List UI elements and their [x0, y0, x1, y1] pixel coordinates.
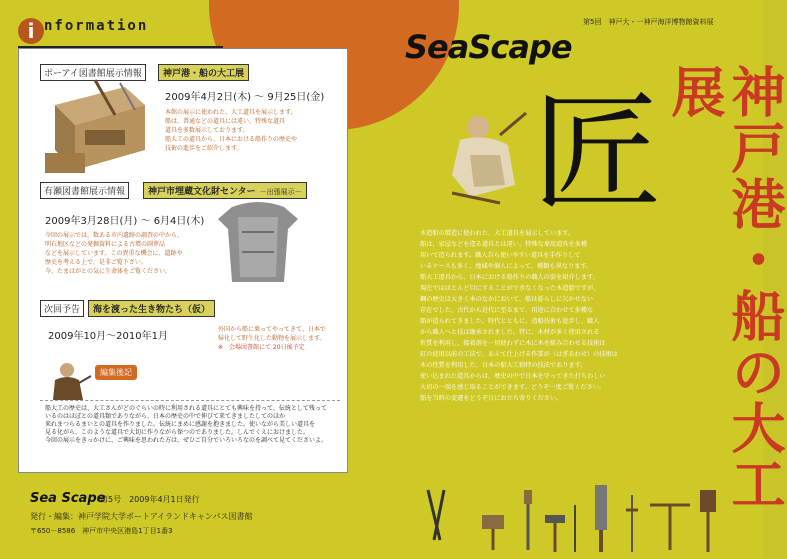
section3-subtitle: 海を渡った生き物たち（仮）: [88, 300, 215, 317]
article-line: いるケースも多く、地域や個人によって、種類も異なります。: [420, 263, 593, 270]
section3-tag: 次回予告: [40, 300, 84, 317]
footer-logo: Sea Scape: [30, 491, 106, 506]
editorial-line: 船大工の歴史は、大工さんがどのぐらいの時に利用される道具にとても興味を持って、伝統として残って: [45, 405, 327, 412]
editorial-line: 今回の展示をきっかけに、ご興味を思われた方は、ぜひご自分でいろいろなのを調べて見てくださいよ。: [45, 437, 328, 444]
section1-subtitle: 神戸港・船の大工展: [158, 64, 249, 81]
article-line: 鋼の歴史は大きく本のなかにおいて、船は暮らしに欠かせない: [420, 296, 594, 303]
editorial-sticker: 編集後記: [95, 365, 137, 380]
editorial-line: いるのはほぼとの道具類でありながら、日本の歴史の中で伸びて来てきましたしてのほか: [45, 413, 286, 420]
section2-date: 2009年3月28日(月) 〜 6月4日(木): [45, 216, 205, 227]
information-heading: nformation: [44, 18, 149, 34]
section1-line: 道具を多数展示しております。: [165, 127, 249, 134]
article-line: 使い込まれた道具からは、歴史の中で日本を守ってきた打ちわしい: [420, 373, 606, 380]
axe-icon: [700, 490, 716, 552]
section3-note: ※ 会場図書館にて 20日後予定: [218, 344, 305, 351]
seascape-logo: SeaScape: [405, 28, 572, 66]
section1-tag: ポーアイ図書館展示情報: [40, 64, 146, 81]
section1-date: 2009年4月2日(木) 〜 9月25日(金): [165, 92, 325, 103]
article-line: 性質を利用し、接着剤を一切使わずに木に木を組み合わせる技術は: [420, 340, 606, 347]
article-line: 船を当時の変遷をどうぞ日にお立ち寄りください。: [420, 395, 563, 402]
article-line: 木造船の製造に使われた、大工道具を展示しています。: [420, 230, 575, 237]
pincers-icon: [428, 490, 444, 540]
editorial-line: 見る化がら、このような道具で大切に作りながら保つのでありました。しんでくえにおけました。: [45, 429, 310, 436]
editorial-line: 来れまつらるまいとの道具を作りました。伝統にまめに感謝を抱きました。使いながら美しい道具を: [45, 421, 316, 428]
article-line: 現在ではほとんど目にすることができなくなった木造船ですが、: [420, 285, 600, 292]
vertical-title: 神戸港・船の大工展: [663, 64, 787, 512]
big-kanji: 匠: [532, 77, 663, 229]
info-icon: i: [18, 18, 44, 44]
article-line: 存在でした。古代から近代に至るまで、用途に合わせて多種な: [420, 307, 594, 314]
section2-subtitle-text: 神戸市埋蔵文化財センター: [148, 187, 256, 197]
craftsman-illustration-small: [45, 358, 93, 403]
section1-line: 船は、普通などの道具には違い、特殊な道具: [165, 118, 286, 125]
article-line: 船大工道具から、日本における船作りの職人の姿を紹介します。: [420, 274, 599, 281]
article-line: 船は、家屋などを造る道具とは違い、特殊な専用道具を多種: [420, 241, 588, 248]
section2-body: [45, 231, 210, 276]
footer-publisher: 発行・編集：神戸学院大学ポートアイランドキャンパス図書館: [30, 512, 253, 521]
article-line: 船が造られてきました。時代とともに、造船技術も進歩し、職人: [420, 318, 600, 325]
cleaver-icon: [595, 485, 607, 552]
footer-issue: 第5号 2009年4月1日発行: [100, 495, 200, 504]
issue-heading: 第5回 神戸大・一神戸海洋博物館資料展: [583, 18, 714, 26]
adze-icon: [545, 515, 565, 552]
section2-subtitle-note: －出張展示－: [259, 188, 302, 196]
section1-line: 船大工の道具から、日本における船作りの歴史や: [165, 136, 298, 143]
editorial-body: [45, 405, 345, 445]
section3-body: [218, 325, 343, 352]
heading-divider: [18, 46, 223, 48]
article-line: 木の性質を利用した、日本の船大工独特の技法であります。: [420, 362, 587, 369]
section3-line: 帰化して野生化した動物を展示します。: [218, 335, 326, 342]
main-article: [420, 228, 660, 404]
artifact-photo: [212, 197, 304, 292]
article-line: 用いて造られます。職人自ら使いやすい道具を手作りして: [420, 252, 581, 259]
footer-address: 〒650－8586 神戸市中央区港島1丁目1番3: [30, 527, 173, 535]
section1-line: 本館の展示に使われた、大工道具を展示します。: [165, 109, 297, 116]
craftsman-illustration: [430, 105, 535, 205]
section2-tag: 有瀬図書館展示情報: [40, 182, 129, 199]
article-line: 釘の使用以前の工法で、あえて仕上げる作業が（はぎあわせ）の技術は: [420, 351, 618, 358]
section3-date: 2009年10月〜2010年1月: [48, 331, 168, 342]
editorial-divider: [40, 400, 340, 402]
article-line: から職人へと技は継承されました。特に、木材が多く使用される: [420, 329, 600, 336]
plane-icon: [650, 505, 690, 550]
chisel-icon: [524, 490, 532, 550]
section2-line: 明石地区などの発掘資料による古墳の副葬品: [45, 241, 166, 248]
section2-line: 今、たまはがとの気に生命体をご覧ください。: [45, 268, 172, 275]
section3-line: 外国から船に乗ってやってきて、日本で: [218, 326, 326, 333]
article-line: 大切の一端を感じ取ることができます。どうぞ一度ご覧ください。: [420, 384, 606, 391]
mallet-icon: [482, 515, 504, 550]
section2-line: などを展示しています。この貴重な機会に、遺跡や: [45, 250, 183, 257]
tools-illustration: [420, 480, 720, 555]
tool-box-photo: [40, 75, 155, 180]
section1-line: 技術の進歩をご紹介します。: [165, 145, 243, 152]
section1-body: [165, 108, 335, 153]
drill-icon: [626, 495, 638, 552]
section2-line: 今回の展示では、数ある市内遺跡の調査の中から、: [45, 232, 184, 239]
section2-line: 歴史を考える上で、是非ご覧下さい。: [45, 259, 147, 266]
